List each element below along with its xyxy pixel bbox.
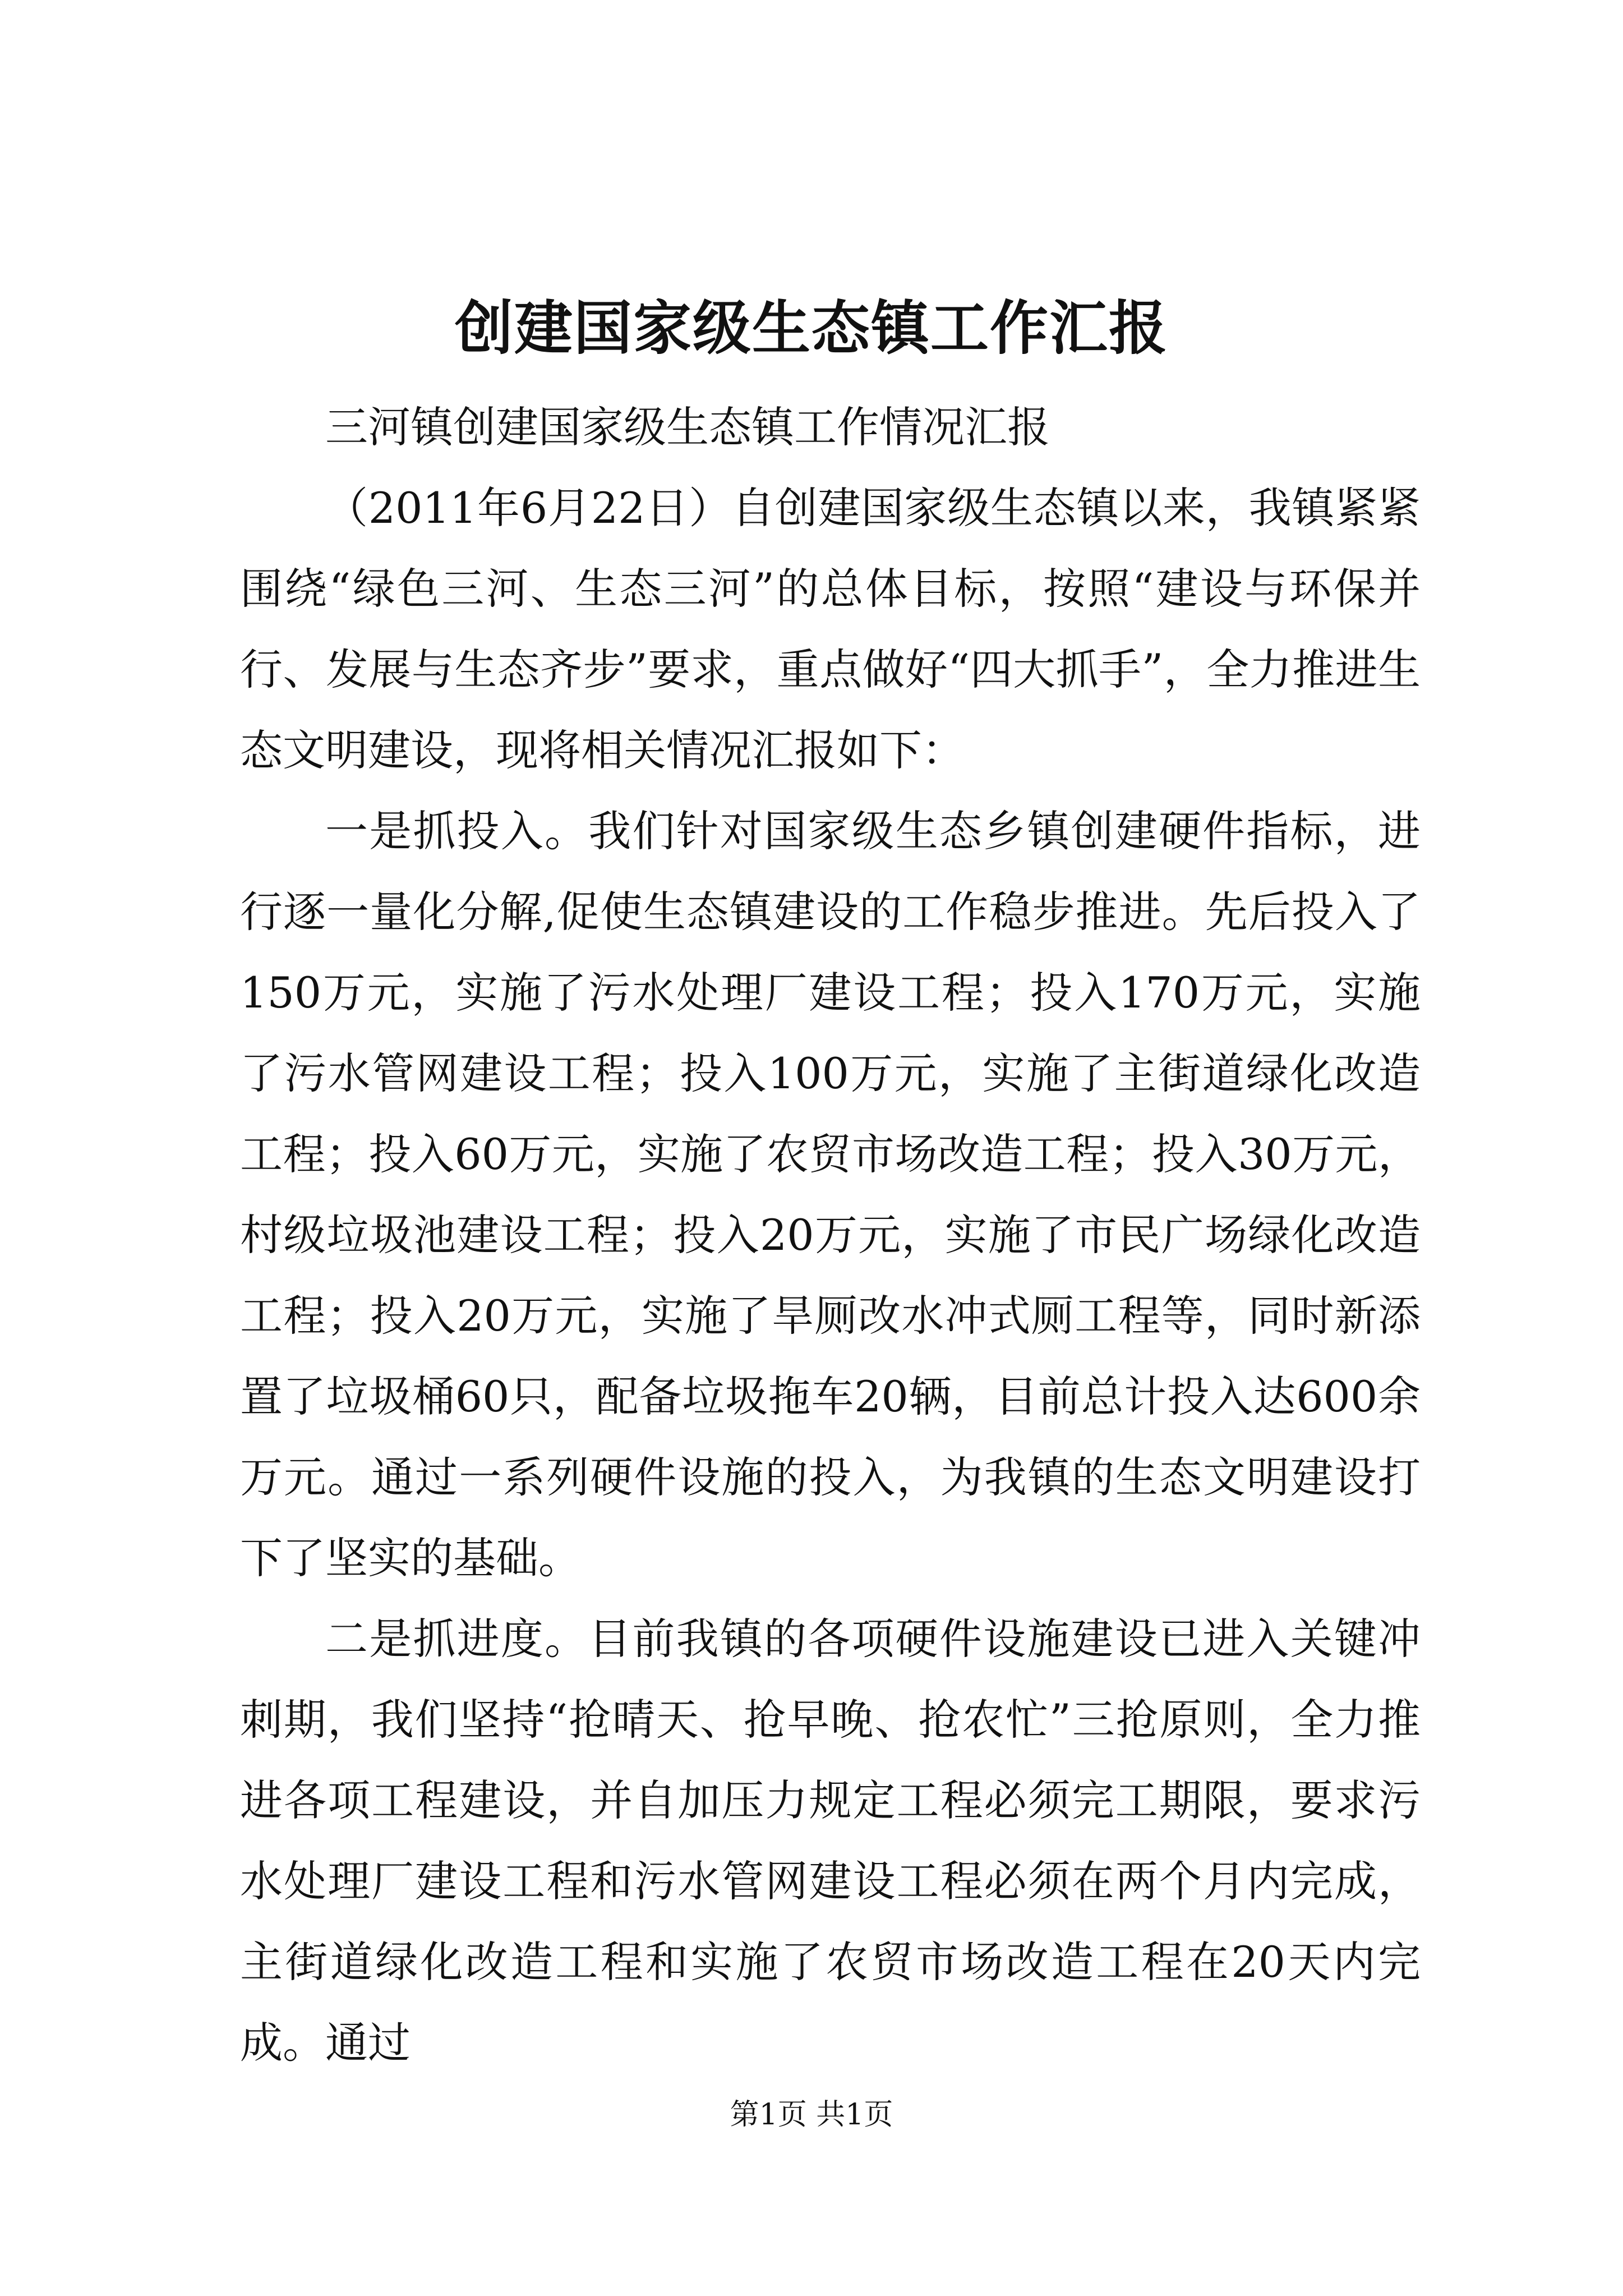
progress-paragraph: 二是抓进度。目前我镇的各项硬件设施建设已进入关键冲刺期，我们坚持“抢晴天、抢早晚、抢农忙”三抢原则，全力推进各项工程建设，并自加压力规定工程必须完工期限，要求污水处理厂建设工程和污水管网建设工程必须在两个月内完成，主街道绿化改造工程和实施了农贸市场改造工程在20天内完成。通过 bbox=[240, 1614, 1421, 2068]
intro-paragraph: （2011年6月22日）自创建国家级生态镇以来，我镇紧紧围绕“绿色三河、生态三河”的总体目标，按照“建设与环保并行、发展与生态齐步”要求，重点做好“四大抓手”，全力推进生态文明建设，现将相关情况汇报如下： bbox=[240, 483, 1421, 775]
subtitle-paragraph: 三河镇创建国家级生态镇工作情况汇报 bbox=[325, 402, 1050, 452]
document-body bbox=[240, 387, 1421, 2083]
investment-paragraph: 一是抓投入。我们针对国家级生态乡镇创建硬件指标，进行逐一量化分解,促使生态镇建设的工作稳步推进。先后投入了150万元，实施了污水处理厂建设工程；投入170万元，实施了污水管网建设工程；投入100万元，实施了主街道绿化改造工程；投入60万元，实施了农贸市场改造工程；投入30万元，村级垃圾池建设工程；投入20万元，实施了市民广场绿化改造工程；投入20万元，实施了旱厕改水冲式厕工程等，同时新添置了垃圾桶60只，配备垃圾拖车20辆，目前总计投入达600余万元。通过一系列硬件设施的投入，为我镇的生态文明建设打下了坚实的基础。 bbox=[240, 806, 1421, 1583]
page-footer: 第1页 共1页 bbox=[730, 2098, 893, 2132]
document-title: 创建国家级生态镇工作汇报 bbox=[454, 293, 1168, 362]
